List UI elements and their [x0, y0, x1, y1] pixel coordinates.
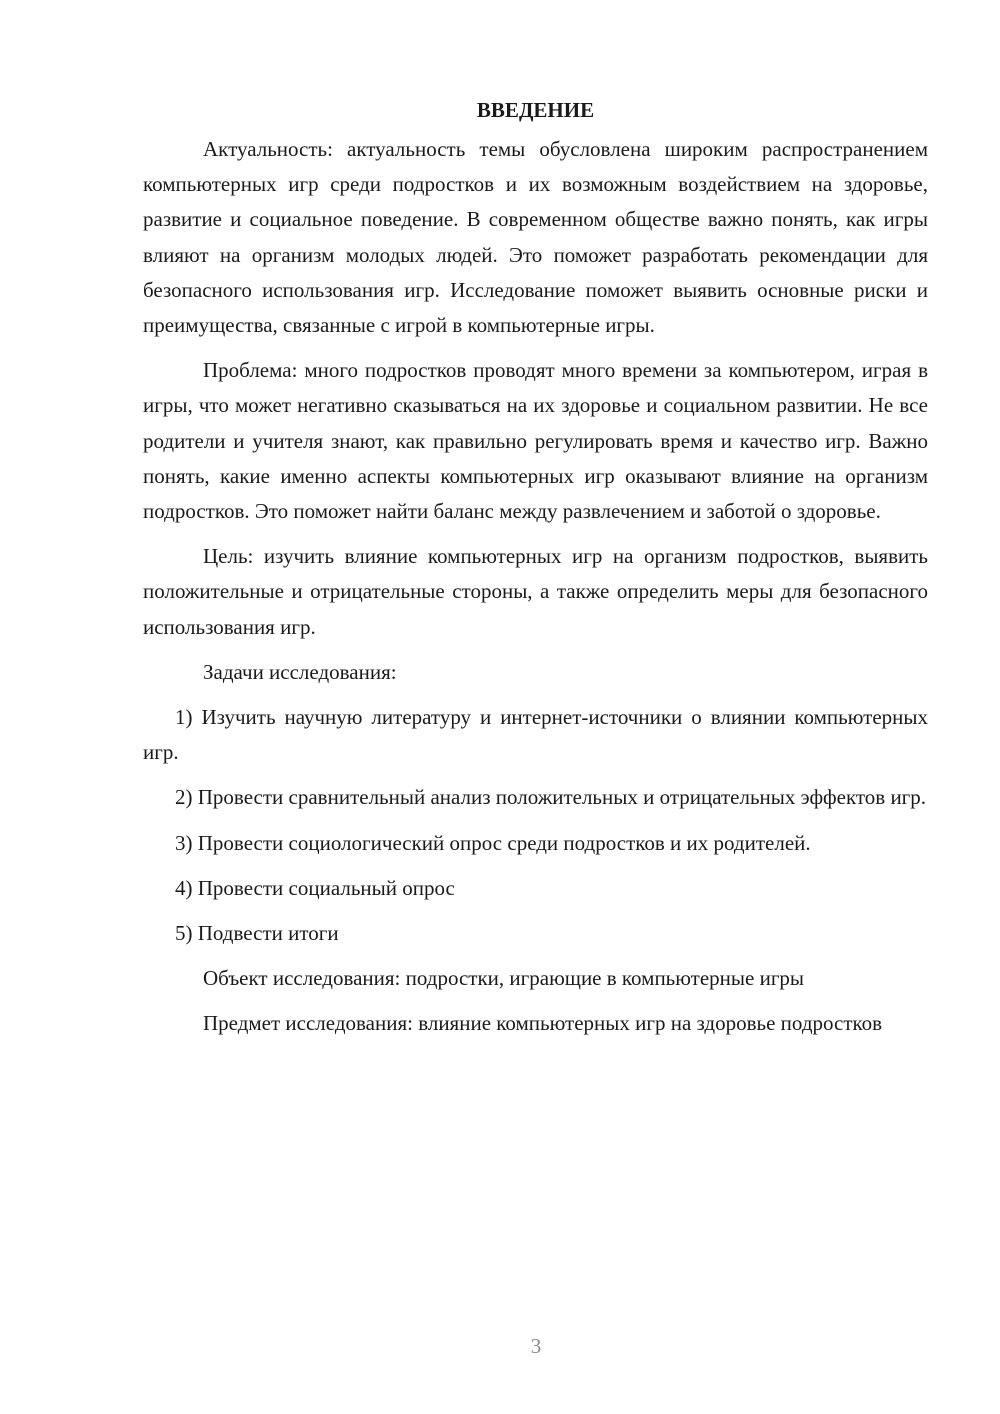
paragraph-problem: Проблема: много подростков проводят много времени за компьютером, играя в игры, что может негативно сказываться на их здоровье и социальном развитии. Не все родители и учителя знают, как правильно регулировать время и качество игр. Важно понять, какие именно аспекты компьютерных игр оказывают влияние на организм подростков. Это поможет найти баланс между развлечением и заботой о здоровье. — [143, 358, 928, 524]
task-item-1: 1) Изучить научную литературу и интернет-источники о влиянии компьютерных игр. — [143, 705, 928, 765]
task-item-3: 3) Провести социологический опрос среди подростков и их родителей. — [175, 830, 811, 855]
page-number: 3 — [530, 1334, 542, 1358]
task-item-5: 5) Подвести итоги — [175, 921, 339, 946]
task-item-4: 4) Провести социальный опрос — [175, 875, 455, 900]
research-subject: Предмет исследования: влияние компьютерных игр на здоровье подростков — [203, 1011, 883, 1036]
section-title: ВВЕДЕНИЕ — [476, 98, 595, 122]
research-object: Объект исследования: подростки, играющие в компьютерные игры — [203, 966, 805, 991]
paragraph-goal: Цель: изучить влияние компьютерных игр на организм подростков, выявить положительные и отрицательные стороны, а также определить меры для безопасного использования игр. — [143, 544, 928, 639]
tasks-heading: Задачи исследования: — [203, 659, 397, 684]
document-page — [143, 92, 928, 1052]
paragraph-relevance: Актуальность: актуальность темы обусловлена широким распространением компьютерных игр среди подростков и их возможным воздействием на здоровье, развитие и социальное поведение. В современном обществе важно понять, как игры влияют на организм молодых людей. Это поможет разработать рекомендации для безопасного использования игр. Исследование поможет выявить основные риски и преимущества, связанные с игрой в компьютерные игры. — [143, 137, 928, 338]
task-item-2: 2) Провести сравнительный анализ положительных и отрицательных эффектов игр. — [175, 785, 927, 810]
